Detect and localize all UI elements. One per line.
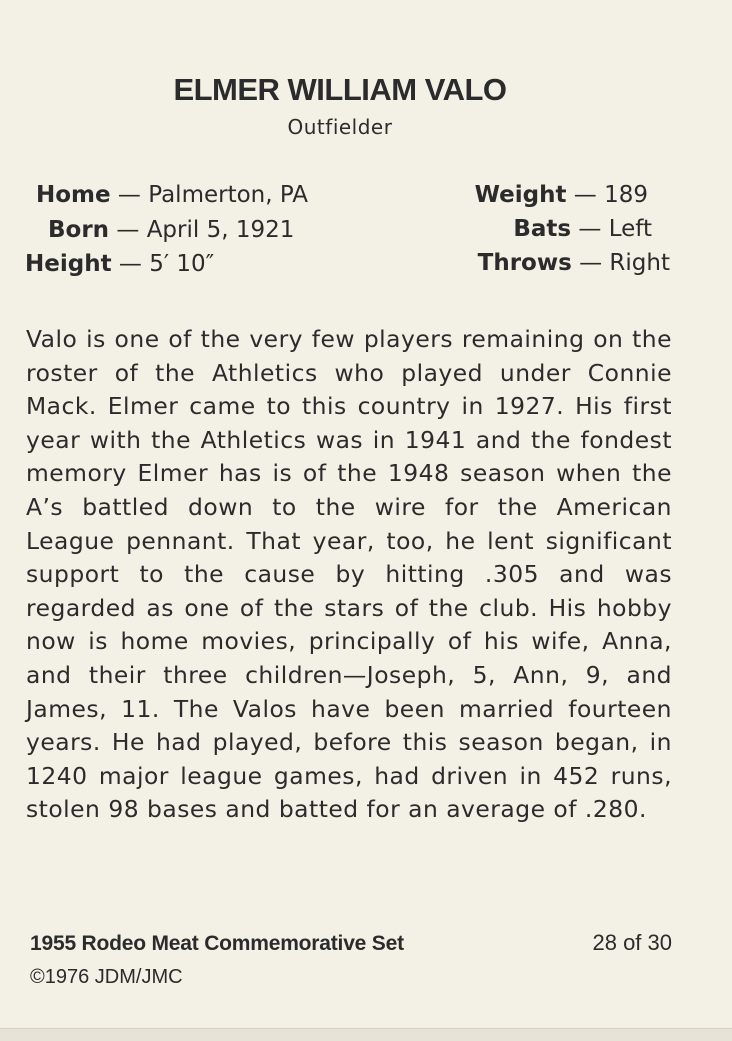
set-title: 1955 Rodeo Meat Commemorative Set [30,932,404,955]
stat-label: Weight [474,182,567,208]
stat-born [48,215,294,245]
card-bottom-edge [0,1028,732,1041]
player-biography: Valo is one of the very few players remaining on the roster of the Athletics who played under Connie Mack. Elmer came to this country in 1927. His first year with the Athletics was in 1941 and the fondest memory Elmer has is of the 1948 season when the A’s battled down to the wire for the American League pennant. That year, too, he lent significant support to the cause by hitting .305 and was regarded as one of the stars of the club. His hobby now is home movies, principally of his wife, Anna, and their three children—Joseph, 5, Ann, 9, and James, 11. The Valos have been married fourteen years. He had played, before this season began, in 1240 major league games, had driven in 452 runs, stolen 98 bases and batted for an average of .280. [26,325,672,824]
stat-separator: — [571,250,610,276]
stat-value: 5′ 10″ [149,251,215,277]
stat-label: Height [25,251,112,277]
stat-home [36,180,308,210]
stat-label: Throws [477,250,572,276]
stat-value: April 5, 1921 [146,217,295,243]
stat-separator: — [566,182,605,208]
stat-separator: — [571,216,609,242]
copyright-notice: ©1976 JDM/JMC [30,966,183,988]
stat-throws [478,248,670,278]
stat-separator: — [109,217,147,243]
stat-separator: — [110,182,149,208]
stat-label: Home [36,182,111,208]
player-position: Outfielder [287,115,393,139]
stat-bats [513,214,652,244]
stat-label: Bats [513,216,572,242]
player-name: ELMER WILLIAM VALO [173,72,507,107]
stat-value: Palmerton, PA [148,182,309,208]
stat-separator: — [111,251,150,277]
card-number: 28 of 30 [592,930,672,955]
stat-label: Born [48,217,110,243]
stat-value: Right [609,250,670,276]
stat-value: Left [608,216,652,242]
stat-weight [475,180,648,210]
stat-value: 189 [604,182,648,208]
stat-height [25,249,214,279]
